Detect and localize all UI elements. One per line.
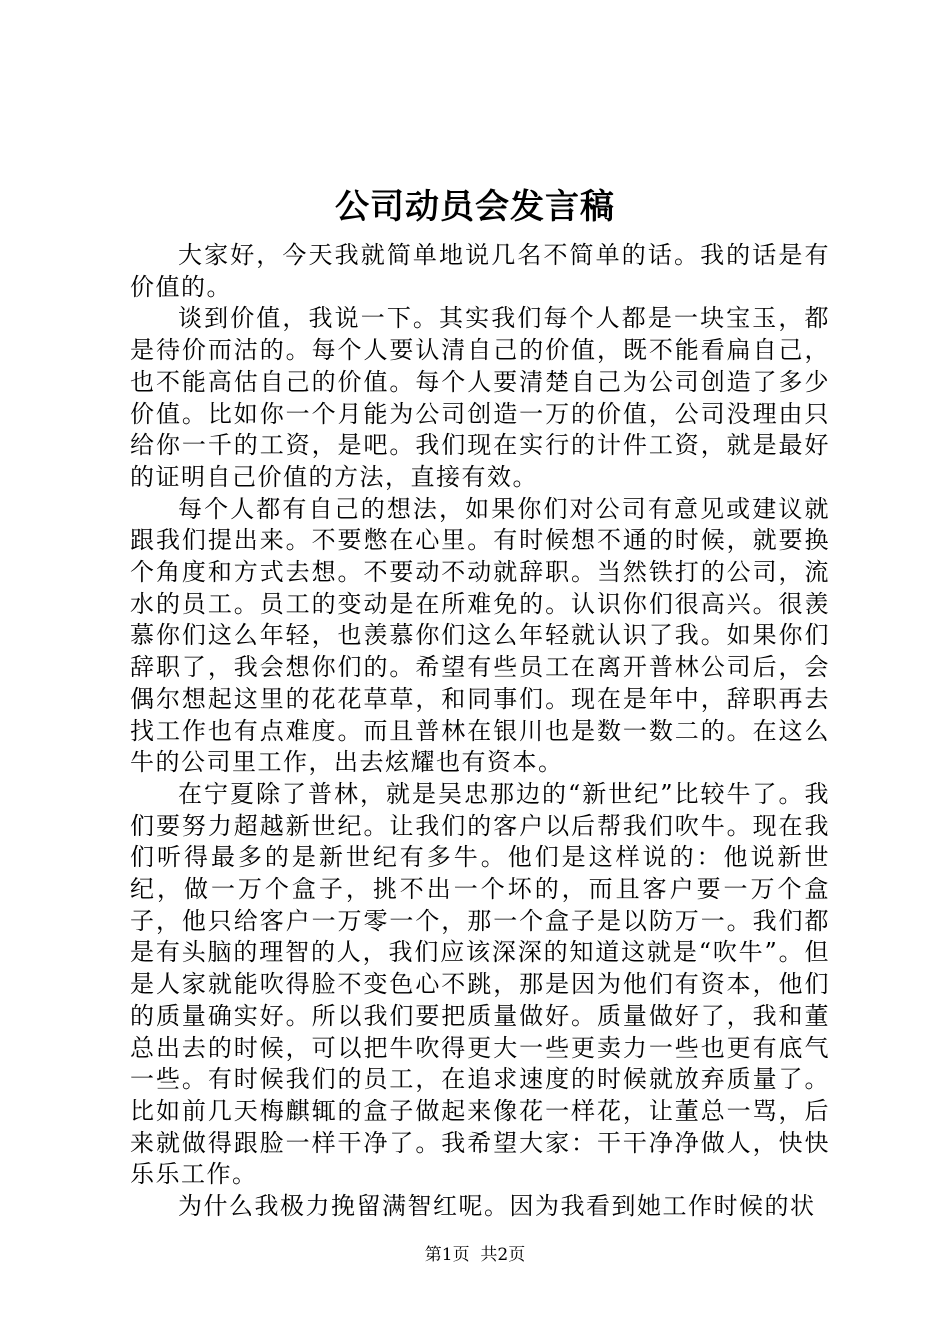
paragraph-1: 大家好，今天我就简单地说几名不简单的话。我的话是有价值的。 (130, 241, 830, 301)
paragraph-2: 谈到价值，我说一下。其实我们每个人都是一块宝玉，都是待价而沽的。每个人要认清自己的价值，既不能看扁自己，也不能高估自己的价值。每个人要清楚自己为公司创造了多少价值。比如你一个月能为公司创造一万的价值，公司没理由只给你一千的工资，是吧。我们现在实行的计件工资，就是最好的证明自己价值的方法，直接有效。 (130, 304, 830, 491)
document-body (130, 240, 830, 1223)
paragraph-3: 每个人都有自己的想法，如果你们对公司有意见或建议就跟我们提出来。不要憋在心里。有时候想不通的时候，就要换个角度和方式去想。不要动不动就辞职。当然铁打的公司，流水的员工。员工的变动是在所难免的。认识你们很高兴。很羡慕你们这么年轻，也羡慕你们这么年轻就认识了我。如果你们辞职了，我会想你们的。希望有些员工在离开普林公司后，会偶尔想起这里的花花草草，和同事们。现在是年中，辞职再去找工作也有点难度。而且普林在银川也是数一数二的。在这么牛的公司里工作，出去炫耀也有资本。 (130, 494, 830, 777)
page-number: 第1页 共2页 (424, 1245, 526, 1265)
paragraph-5: 为什么我极力挽留满智红呢。因为我看到她工作时候的状 (178, 1192, 816, 1221)
document-title: 公司动员会发言稿 (335, 187, 615, 227)
page-footer (0, 1243, 950, 1267)
paragraph-4: 在宁夏除了普林，就是吴忠那边的“新世纪”比较牛了。我们要努力超越新世纪。让我们的客户以后帮我们吹牛。现在我们听得最多的是新世纪有多牛。他们是这样说的：他说新世纪，做一万个盒子，挑不出一个坏的，而且客户要一万个盒子，他只给客户一万零一个，那一个盒子是以防万一。我们都是有头脑的理智的人，我们应该深深的知道这就是“吹牛”。但是人家就能吹得脸不变色心不跳，那是因为他们有资本，他们的质量确实好。所以我们要把质量做好。质量做好了，我和董总出去的时候，可以把牛吹得更大一些更卖力一些也更有底气一些。有时候我们的员工，在追求速度的时候就放弃质量了。比如前几天梅麒辄的盒子做起来像花一样花，让董总一骂，后来就做得跟脸一样干净了。我希望大家：干干净净做人，快快乐乐工作。 (130, 779, 830, 1189)
